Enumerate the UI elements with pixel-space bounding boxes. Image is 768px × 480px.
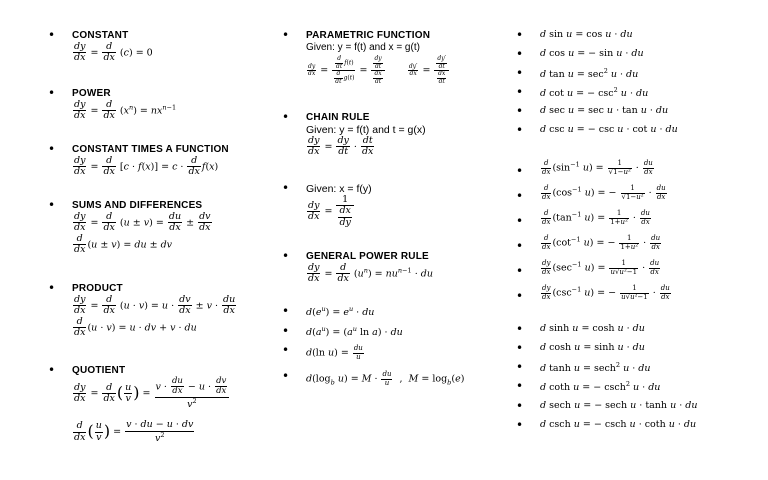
rule-quotient (48, 363, 230, 444)
equation-constant-times: $\frac{dy}{dx}$ = $\frac{d}{dx}$ [c · f(x)] = c · $\frac{d}{dx}$ f(x) (74, 155, 219, 178)
hyp-sech: • d sech u = − sech u · tanh u · du (516, 399, 698, 413)
trig-tan: • d $\tan u = \sec^2 u$ · du (516, 66, 639, 81)
bullet-icon: • (282, 343, 290, 357)
bullet-icon: • (516, 264, 524, 278)
hyp-sinh: • d sinh u = cosh u · du (516, 322, 645, 336)
bullet-icon: • (516, 322, 524, 336)
equation-sums-1: $\frac{dy}{dx}$ = $\frac{d}{dx}$ (u ± v) = $\frac{du}{dx}$ ± $\frac{dv}{dx}$ (74, 211, 211, 234)
rule-sums-differences (48, 198, 213, 256)
inv-trig-csc: • $\frac{dy}{dx}$ ($\csc^{-1}$ u) = − $\frac{1}{\text{u√u²−1}}$ · $\frac{du}{dx}$ (516, 284, 670, 303)
equation-product-2: $\frac{d}{dx}$ (u · v) = u · dv + v · du (74, 315, 197, 339)
heading-parametric: PARAMETRIC FUNCTION (306, 30, 431, 41)
rule-general-power (282, 249, 433, 285)
rule-chain (282, 110, 426, 158)
rule-exp-a (282, 324, 403, 339)
constant-result: = 0 (135, 47, 153, 59)
bullet-icon: • (516, 28, 524, 42)
given-chain: Given: y = f(t) and t = g(x) (306, 124, 426, 136)
bullet-icon: • (516, 164, 524, 178)
bullet-icon: • (516, 360, 524, 374)
trig-cot: • d cot u = − $\csc^2 u$ · du (516, 85, 649, 100)
heading-chain: CHAIN RULE (306, 112, 370, 123)
bullet-icon: • (516, 341, 524, 355)
rule-constant-times-function (48, 142, 229, 178)
bullet-icon: • (282, 369, 290, 383)
inv-trig-tan: • $\frac{d}{dx}$ ($\tan^{-1}$ u) = $\frac{1}{\text{1+u²}}$ · $\frac{du}{dx}$ (516, 209, 650, 228)
bullet-icon: • (282, 249, 290, 263)
equation-inverse: $\frac{dy}{dx}$ = $\frac{1}{\frac{dx}{dy}}$ (306, 195, 372, 228)
equation-quotient-1: $\frac{dy}{dx}$ = $\frac{d}{dx}$ ( $\frac{u}{v}$ ) = v · $\frac{du}{dx}$ − u · $\frac{dv}{dx}$ $v^2$ (72, 377, 230, 410)
equation-product-1: $\frac{dy}{dx}$ = $\frac{d}{dx}$ (u · v) = u · $\frac{dv}{dx}$ ± v · $\frac{du}{dx}$ (74, 294, 236, 317)
bullet-icon: • (516, 289, 524, 303)
inv-trig-cot: • $\frac{d}{dx}$ ($\cot^{-1}$ u) = − $\frac{1}{\text{1+u²}}$ · $\frac{du}{dx}$ (516, 234, 661, 253)
bullet-icon: • (516, 189, 524, 203)
bullet-icon: • (516, 418, 524, 432)
bullet-icon: • (516, 214, 524, 228)
equation-exp-e: $d(e^u) = e^u$ · du (306, 305, 375, 319)
inv-trig-cos: • $\frac{d}{dx}$ ($\cos^{-1}$ u) = − $\frac{1}{\text{√1−u²}}$ · $\frac{du}{dx}$ (516, 184, 666, 203)
bullet-icon: • (282, 28, 290, 42)
trig-cos: • d cos u = − sin u · du (516, 47, 644, 61)
equation-constant: $\frac{dy}{dx}$ = $\frac{d}{dx}$ (c) = 0 (74, 41, 153, 64)
bullet-icon: • (48, 281, 56, 295)
bullet-icon: • (48, 86, 56, 100)
given-parametric: Given: y = f(t) and x = g(t) (306, 42, 420, 53)
equation-sums-2: $\frac{d}{dx}$ (u ± v) = du ± dv (74, 232, 173, 256)
heading-power: POWER (72, 88, 111, 99)
trig-csc: • d csc u = − csc u · cot u · du (516, 123, 678, 137)
hyp-cosh: • d cosh u = sinh u · du (516, 341, 645, 355)
hyp-tanh: • d tanh u = sech$^2$ u · du (516, 360, 651, 375)
bullet-icon: • (48, 198, 56, 212)
bullet-icon: • (516, 66, 524, 80)
bullet-icon: • (282, 181, 290, 195)
bullet-icon: • (516, 47, 524, 61)
hyp-coth: • d coth u = − csch$^2$ u · du (516, 379, 661, 394)
bullet-icon: • (516, 104, 524, 118)
equation-quotient-2: $\frac{d}{dx}$ ( $\frac{u}{v}$ ) = $\frac{v \cdot du - u \cdot dv}{v^2}$ (74, 419, 194, 444)
bullet-icon: • (282, 324, 290, 338)
equation-exp-a: $d(a^u) = (a^u$ ln a) · du (306, 325, 403, 339)
rule-constant (48, 28, 153, 64)
bullet-icon: • (48, 363, 56, 377)
heading-constant-times: CONSTANT TIMES A FUNCTION (72, 144, 229, 155)
trig-sec: • d sec u = sec u · tan u · du (516, 104, 669, 118)
equation-parametric: $\frac{dy}{dx}$ = $\frac{d}{dt}$ f(t) $\frac{d}{dt}$ g(t) = $\frac{\frac{dy}{dt}}{\frac{dx}{dt}}$ $\frac{dy'}{dx}$ = $\frac{\frac{dy'}{dt}}{\frac{dx}{dt}}$ (306, 56, 450, 85)
inv-trig-sin: • $\frac{d}{dx}$ ($\sin^{-1}$ u) = $\frac{1}{\text{√1−u²}}$ · $\frac{du}{dx}$ (516, 159, 653, 178)
rule-parametric (282, 28, 450, 85)
heading-product: PRODUCT (72, 283, 123, 294)
heading-constant: CONSTANT (72, 30, 129, 41)
rule-product (48, 281, 237, 339)
equation-general-power: $\frac{dy}{dx}$ = $\frac{d}{dx}$ $(u^n) = nu^{n-1}$ · du (308, 262, 433, 285)
rule-exp-e (282, 304, 375, 319)
rule-ln (282, 343, 365, 361)
hyp-csch: • d csch u = − csch u · coth u · du (516, 418, 697, 432)
rule-power (48, 86, 177, 122)
equation-log: $d(\log_b$ u) = M · $\frac{du}{u}$ , $M = \log_b(e)$ (306, 370, 465, 387)
bullet-icon: • (516, 239, 524, 253)
heading-quotient: QUOTIENT (72, 365, 126, 376)
given-inverse: Given: x = f(y) (306, 183, 372, 195)
bullet-icon: • (516, 123, 524, 137)
rule-log (282, 369, 465, 387)
bullet-icon: • (516, 379, 524, 393)
equation-ln: d(ln u) = $\frac{du}{u}$ (306, 344, 363, 361)
trig-sin: • d sin u = cos u · du (516, 28, 633, 42)
bullet-icon: • (516, 399, 524, 413)
bullet-icon: • (516, 85, 524, 99)
bullet-icon: • (48, 142, 56, 156)
rule-inverse (282, 181, 372, 228)
bullet-icon: • (48, 28, 56, 42)
equation-power: $\frac{dy}{dx}$ = $\frac{d}{dx}$ $(x^n) = nx^{n-1}$ (74, 99, 177, 122)
heading-sums: SUMS AND DIFFERENCES (72, 200, 203, 211)
equation-chain: $\frac{dy}{dx}$ = $\frac{dy}{dt}$ · $\frac{dt}{dx}$ (308, 135, 374, 158)
inv-trig-sec: • $\frac{dy}{dx}$ ($\sec^{-1}$ u) = $\frac{1}{\text{u√u²−1}}$ · $\frac{du}{dx}$ (516, 259, 660, 278)
bullet-icon: • (282, 304, 290, 318)
bullet-icon: • (282, 110, 290, 124)
heading-general-power: GENERAL POWER RULE (306, 251, 429, 262)
